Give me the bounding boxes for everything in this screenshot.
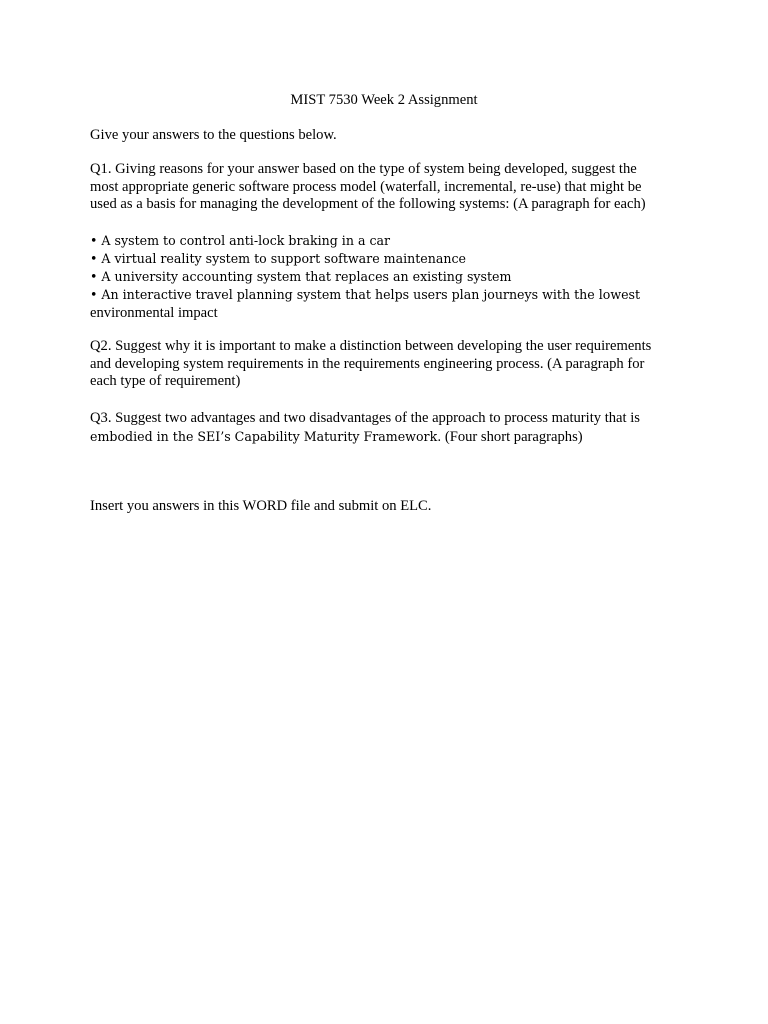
question-1-line: most appropriate generic software process model (waterfall, incremental, re-use) that might be	[90, 178, 642, 195]
question-1-line: used as a basis for managing the development of the following systems: (A paragraph for each)	[90, 196, 646, 213]
question-3-line: Q3. Suggest two advantages and two disadvantages of the approach to process maturity that is	[90, 410, 640, 426]
question-3-line: embodied in the SEI’s Capability Maturity Framework. (Four short paragraphs)	[90, 428, 583, 445]
question-2-line: Q2. Suggest why it is important to make a distinction between developing the user requirements	[90, 338, 652, 354]
list-item: • A system to control anti-lock braking in a car	[90, 233, 391, 248]
question-3	[90, 410, 690, 446]
question-2-line: each type of requirement)	[90, 373, 241, 390]
question-1-line: Q1. Giving reasons for your answer based on the type of system being developed, suggest the	[90, 161, 637, 177]
intro-text: Give your answers to the questions below.	[90, 127, 337, 143]
question-2-line: and developing system requirements in the requirements engineering process. (A paragraph for	[90, 355, 645, 372]
question-1	[90, 161, 690, 214]
list-item: • A university accounting system that replaces an existing system	[90, 269, 512, 284]
list-item: • An interactive travel planning system that helps users plan journeys with the lowest environmental impact	[90, 286, 690, 322]
systems-list	[90, 232, 690, 322]
question-2	[90, 338, 690, 391]
submission-instructions: Insert you answers in this WORD file and submit on ELC.	[90, 498, 432, 514]
list-item-continuation: environmental impact	[90, 305, 218, 321]
document-title: MIST 7530 Week 2 Assignment	[290, 92, 478, 108]
list-item: • A virtual reality system to support software maintenance	[90, 251, 466, 266]
